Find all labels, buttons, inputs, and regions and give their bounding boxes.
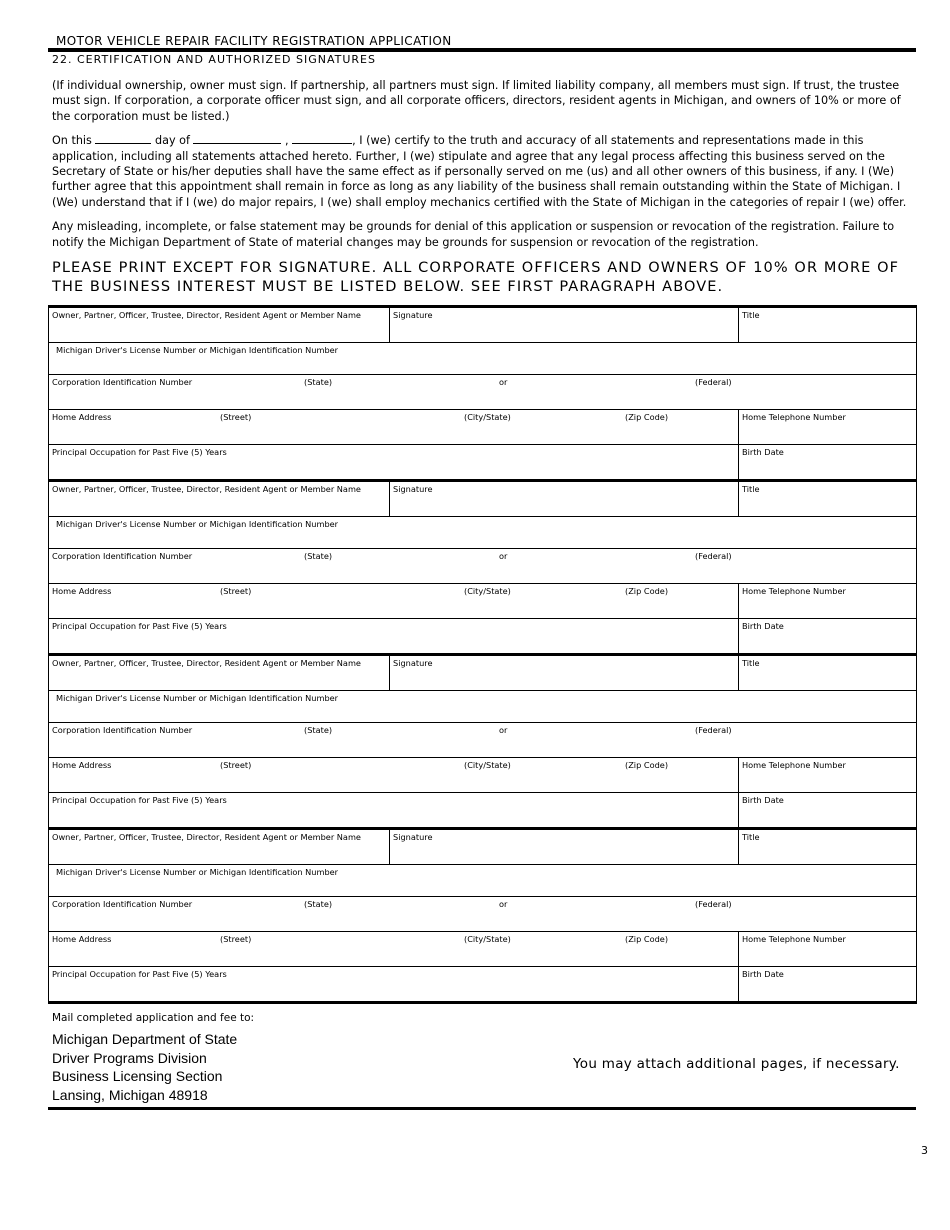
occupation-cell[interactable]	[49, 967, 739, 1003]
state-label: (State)	[304, 899, 333, 910]
owner-name-cell[interactable]	[49, 481, 390, 517]
year-blank[interactable]	[292, 133, 352, 144]
home-address-label: Home Address	[52, 760, 112, 771]
address-line-2: Driver Programs Division	[52, 1049, 207, 1066]
title-cell[interactable]	[739, 307, 917, 343]
owner-name-label: Owner, Partner, Officer, Trustee, Director, Resident Agent or Member Name	[52, 310, 361, 321]
zip-label: (Zip Code)	[625, 586, 669, 597]
license-label: Michigan Driver's License Number or Michigan Identification Number	[56, 693, 339, 704]
street-label: (Street)	[220, 934, 252, 945]
mail-lead: Mail completed application and fee to:	[52, 1012, 255, 1025]
bottom-rule	[48, 1107, 916, 1110]
corp-id-label: Corporation Identification Number	[52, 899, 193, 910]
address-line-4: Lansing, Michigan 48918	[52, 1086, 208, 1103]
or-label: or	[499, 899, 508, 910]
section-title: 22. CERTIFICATION AND AUTHORIZED SIGNATURES	[52, 53, 376, 66]
zip-label: (Zip Code)	[625, 934, 669, 945]
street-label: (Street)	[220, 412, 252, 423]
city-state-label: (City/State)	[464, 586, 511, 597]
city-state-label: (City/State)	[464, 934, 511, 945]
birth-date-label: Birth Date	[742, 795, 784, 806]
or-label: or	[499, 377, 508, 388]
license-cell[interactable]	[49, 517, 917, 549]
or-label: or	[499, 551, 508, 562]
home-address-label: Home Address	[52, 934, 112, 945]
home-phone-cell[interactable]	[739, 932, 917, 967]
on-this-label: On this	[52, 134, 92, 148]
home-phone-cell[interactable]	[739, 584, 917, 619]
occupation-label: Principal Occupation for Past Five (5) Years	[52, 969, 227, 980]
license-cell[interactable]	[49, 865, 917, 897]
home-phone-label: Home Telephone Number	[742, 934, 846, 945]
home-address-cell[interactable]	[49, 410, 739, 445]
comma: ,	[285, 134, 289, 148]
form-page	[48, 30, 916, 1110]
signature-cell[interactable]	[390, 655, 739, 691]
home-address-cell[interactable]	[49, 758, 739, 793]
state-label: (State)	[304, 551, 333, 562]
corp-id-label: Corporation Identification Number	[52, 725, 193, 736]
home-phone-label: Home Telephone Number	[742, 586, 846, 597]
owner-name-label: Owner, Partner, Officer, Trustee, Director, Resident Agent or Member Name	[52, 832, 361, 843]
federal-label: (Federal)	[695, 899, 732, 910]
corp-id-label: Corporation Identification Number	[52, 551, 193, 562]
corp-id-label: Corporation Identification Number	[52, 377, 193, 388]
home-phone-label: Home Telephone Number	[742, 412, 846, 423]
birth-date-cell[interactable]	[739, 619, 917, 655]
state-label: (State)	[304, 725, 333, 736]
day-of-label: day of	[155, 134, 190, 148]
license-label: Michigan Driver's License Number or Michigan Identification Number	[56, 867, 339, 878]
signature-label: Signature	[393, 658, 433, 669]
corp-id-cell[interactable]	[49, 549, 917, 584]
page-number: 3	[921, 1144, 928, 1157]
corp-id-cell[interactable]	[49, 897, 917, 932]
address-line-3: Business Licensing Section	[52, 1068, 223, 1085]
mailing-block	[48, 1012, 916, 1107]
title-label: Title	[742, 484, 760, 495]
home-phone-cell[interactable]	[739, 758, 917, 793]
state-label: (State)	[304, 377, 333, 388]
license-cell[interactable]	[49, 691, 917, 723]
certification-paragraph	[48, 133, 916, 210]
street-label: (Street)	[220, 760, 252, 771]
occupation-cell[interactable]	[49, 445, 739, 481]
corp-id-cell[interactable]	[49, 723, 917, 758]
license-label: Michigan Driver's License Number or Michigan Identification Number	[56, 519, 339, 530]
or-label: or	[499, 725, 508, 736]
home-address-cell[interactable]	[49, 584, 739, 619]
birth-date-label: Birth Date	[742, 969, 784, 980]
birth-date-cell[interactable]	[739, 967, 917, 1003]
home-phone-label: Home Telephone Number	[742, 760, 846, 771]
title-cell[interactable]	[739, 481, 917, 517]
birth-date-cell[interactable]	[739, 445, 917, 481]
signature-label: Signature	[393, 484, 433, 495]
signature-cell[interactable]	[390, 307, 739, 343]
federal-label: (Federal)	[695, 377, 732, 388]
license-label: Michigan Driver's License Number or Michigan Identification Number	[56, 345, 339, 356]
zip-label: (Zip Code)	[625, 760, 669, 771]
title-label: Title	[742, 832, 760, 843]
owner-name-cell[interactable]	[49, 307, 390, 343]
signature-cell[interactable]	[390, 481, 739, 517]
license-cell[interactable]	[49, 343, 917, 375]
title-label: Title	[742, 658, 760, 669]
birth-date-cell[interactable]	[739, 793, 917, 829]
birth-date-label: Birth Date	[742, 621, 784, 632]
signing-instructions: (If individual ownership, owner must sign. If partnership, all partners must sign. If limited liability company, all members must sign. If trust, the trustee must sign. If corporation, a corporate officer must sign, and all corporate officers, directors, resident agents in Michigan, and owners of 10% or more of the corporation must be listed.)	[52, 79, 901, 123]
owner-name-label: Owner, Partner, Officer, Trustee, Director, Resident Agent or Member Name	[52, 484, 361, 495]
occupation-cell[interactable]	[49, 619, 739, 655]
misleading-statement-warning: Any misleading, incomplete, or false statement may be grounds for denial of this application or suspension or revocation of the registration. Failure to notify the Michigan Department of State of material changes may be grounds for suspension or revocation of the registration.	[52, 220, 895, 249]
street-label: (Street)	[220, 586, 252, 597]
home-address-cell[interactable]	[49, 932, 739, 967]
day-blank[interactable]	[95, 133, 151, 144]
title-cell[interactable]	[739, 655, 917, 691]
title-label: Title	[742, 310, 760, 321]
city-state-label: (City/State)	[464, 412, 511, 423]
title-cell[interactable]	[739, 829, 917, 865]
header-rule	[48, 48, 916, 52]
occupation-cell[interactable]	[49, 793, 739, 829]
city-state-label: (City/State)	[464, 760, 511, 771]
occupation-label: Principal Occupation for Past Five (5) Years	[52, 621, 227, 632]
owners-table	[48, 305, 917, 1004]
certification-text: , I (we) certify to the truth and accuracy of all statements and representations made in this application, including all statements attached hereto. Further, I (we) stipulate and agree that any legal process affecting this business served on the Secretary of State or his/her deputies shall have the same effect as if personally served on me (us) and all other owners of this business, if any. I (We) further agree that this appointment shall remain in force as long as any liability of the business shall remain outstanding within the State of Michigan. I (We) understand that if I (we) do major repairs, I (we) shall employ mechanics certified with the State of Michigan in the categories of repair I (we) offer.	[52, 134, 907, 209]
signature-cell[interactable]	[390, 829, 739, 865]
signature-label: Signature	[393, 832, 433, 843]
birth-date-label: Birth Date	[742, 447, 784, 458]
owner-name-label: Owner, Partner, Officer, Trustee, Director, Resident Agent or Member Name	[52, 658, 361, 669]
print-notice: PLEASE PRINT EXCEPT FOR SIGNATURE. ALL CORPORATE OFFICERS AND OWNERS OF 10% OR MORE OF THE BUSINESS INTEREST MUST BE LISTED BELOW. SEE FIRST PARAGRAPH ABOVE.	[52, 260, 900, 296]
signature-label: Signature	[393, 310, 433, 321]
home-address-label: Home Address	[52, 412, 112, 423]
address-line-1: Michigan Department of State	[52, 1031, 238, 1048]
corp-id-cell[interactable]	[49, 375, 917, 410]
form-title: MOTOR VEHICLE REPAIR FACILITY REGISTRATION APPLICATION	[56, 34, 452, 48]
owner-name-cell[interactable]	[49, 829, 390, 865]
occupation-label: Principal Occupation for Past Five (5) Years	[52, 447, 227, 458]
attach-pages-note: You may attach additional pages, if necessary.	[573, 1056, 900, 1073]
occupation-label: Principal Occupation for Past Five (5) Years	[52, 795, 227, 806]
month-blank[interactable]	[193, 133, 281, 144]
zip-label: (Zip Code)	[625, 412, 669, 423]
home-address-label: Home Address	[52, 586, 112, 597]
federal-label: (Federal)	[695, 725, 732, 736]
home-phone-cell[interactable]	[739, 410, 917, 445]
owner-name-cell[interactable]	[49, 655, 390, 691]
federal-label: (Federal)	[695, 551, 732, 562]
